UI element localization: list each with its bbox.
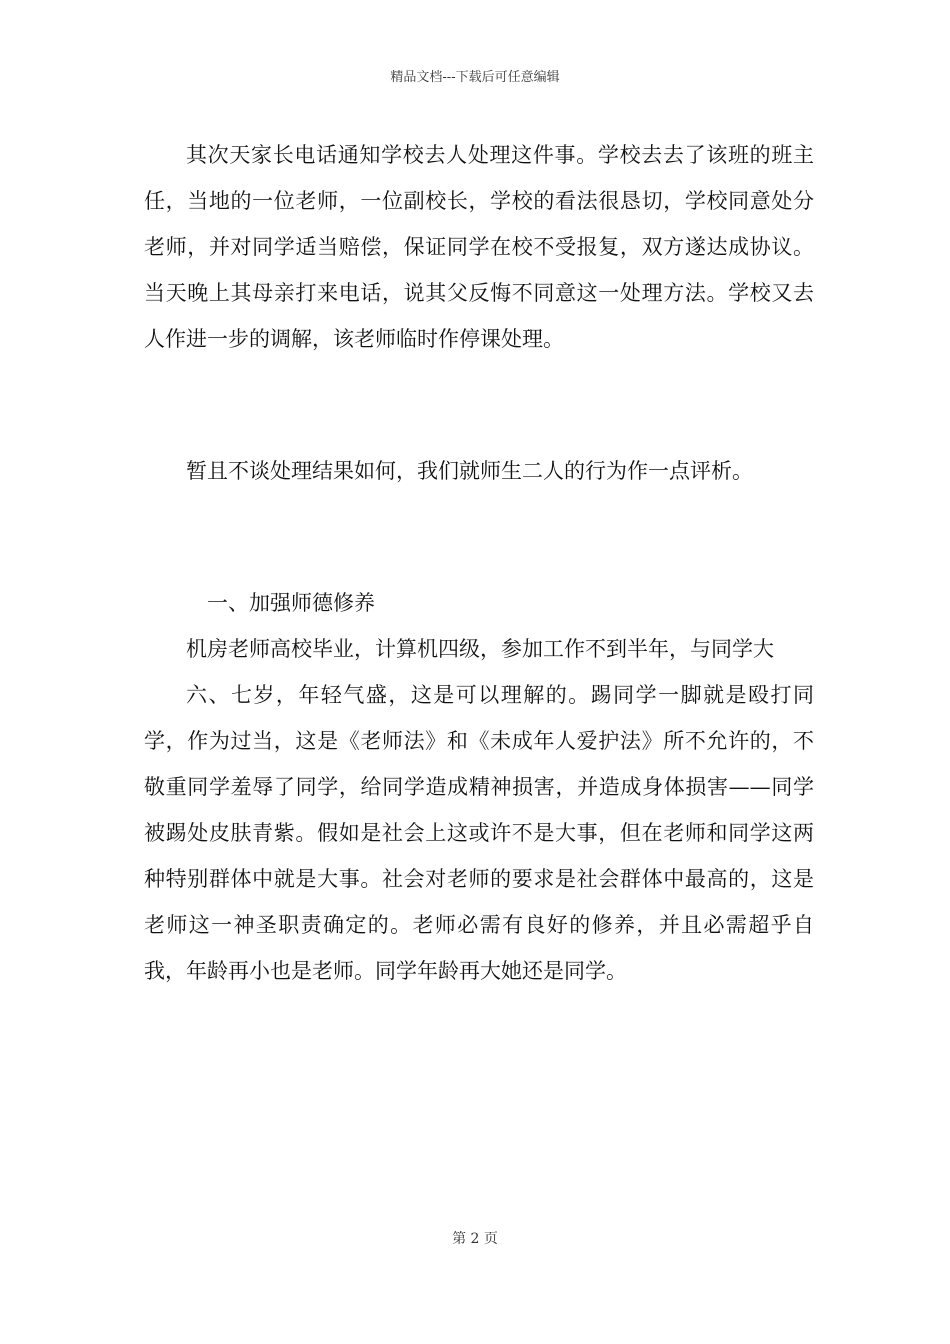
page-number: 第 2 页 xyxy=(452,1231,498,1247)
paragraph-1: 其次天家长电话通知学校去人处理这件事。学校去去了该班的班主任，当地的一位老师，一位副校长，学校的看法很恳切，学校同意处分老师，并对同学适当赔偿，保证同学在校不受报复，双方遂达成协议。当天晚上其母亲打来电话，说其父反悔不同意这一处理方法。学校又去人作进一步的调解，该老师临时作停课处理。 xyxy=(144,143,814,351)
section-heading: 一、加强师德修养 xyxy=(207,591,375,615)
spacer xyxy=(144,494,814,580)
document-body xyxy=(144,132,814,994)
page-header: 精品文档---下载后可任意编辑 xyxy=(390,70,560,85)
paragraph-3: 机房老师高校毕业，计算机四级，参加工作不到半年，与同学大 xyxy=(186,637,774,661)
spacer xyxy=(144,362,814,448)
paragraph-4: 六、七岁，年轻气盛，这是可以理解的。踢同学一脚就是殴打同学，作为过当，这是《老师法》和《未成年人爱护法》所不允许的，不敬重同学羞辱了同学，给同学造成精神损害，并造成身体损害——同学被踢处皮肤青紫。假如是社会上这或许不是大事，但在老师和同学这两种特别群体中就是大事。社会对老师的要求是社会群体中最高的，这是老师这一神圣职责确定的。老师必需有良好的修养，并且必需超乎自我，年龄再小也是老师。同学年龄再大她还是同学。 xyxy=(144,683,814,983)
paragraph-2: 暂且不谈处理结果如何，我们就师生二人的行为作一点评析。 xyxy=(186,459,753,483)
